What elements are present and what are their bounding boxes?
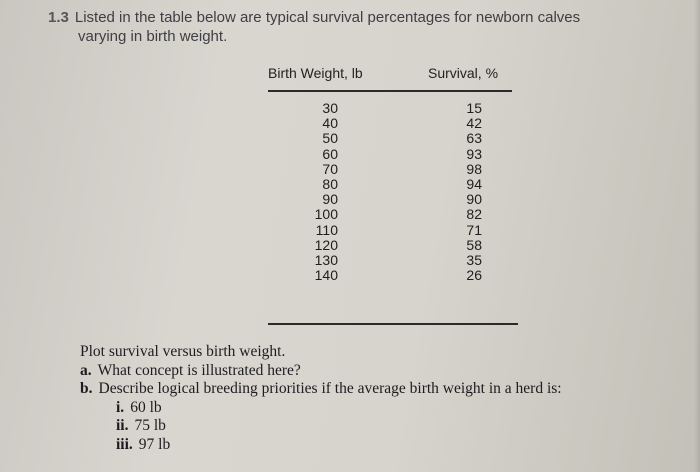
table-cell: 60	[322, 145, 338, 162]
table-cell: 110	[315, 221, 338, 238]
table-cell: 63	[466, 130, 482, 147]
header-birth-weight: Birth Weight, lb	[268, 65, 363, 81]
question-b	[80, 380, 695, 399]
plot-instruction: Plot survival versus birth weight.	[80, 343, 286, 360]
question-text: What concept is illustrated here?	[97, 361, 301, 379]
birth-weight-column	[302, 101, 338, 283]
table-cell: 94	[466, 175, 482, 192]
table-cell: 100	[314, 206, 338, 223]
table-cell: 40	[322, 115, 338, 132]
table-bottom-rule	[268, 323, 518, 325]
survival-table	[266, 62, 516, 84]
table-cell: 82	[466, 206, 482, 223]
table-cell: 120	[314, 236, 338, 253]
table-cell: 50	[322, 130, 338, 147]
table-cell: 80	[322, 175, 338, 192]
table-cell: 30	[322, 100, 338, 116]
page-shadow	[694, 0, 700, 472]
table-cell: 70	[322, 160, 338, 177]
table-cell: 90	[466, 191, 482, 208]
problem-text-line1: Listed in the table below are typical survival percentages for newborn calves	[74, 9, 581, 26]
table-cell: 42	[466, 115, 482, 132]
question-text: Describe logical breeding priorities if the average birth weight in a herd is:	[98, 380, 562, 397]
problem-text-line2: varying in birth weight.	[78, 28, 228, 45]
problem-number: 1.3	[48, 9, 69, 26]
sub-item-text: 60 lb	[130, 398, 162, 416]
table-cell: 15	[466, 100, 482, 116]
table-cell: 58	[466, 236, 482, 253]
question-label: a.	[80, 361, 92, 379]
table-cell: 93	[466, 145, 482, 162]
table-cell: 71	[466, 221, 482, 238]
question-a	[80, 362, 695, 381]
sub-item	[80, 436, 695, 455]
table-top-rule	[268, 90, 512, 92]
table-cell: 130	[314, 251, 338, 268]
table-header	[266, 62, 516, 84]
table-cell: 140	[314, 267, 338, 284]
table-cell: 26	[466, 267, 482, 284]
survival-column	[450, 101, 482, 283]
sub-item	[80, 399, 695, 418]
table-cell: 98	[466, 160, 482, 177]
header-survival: Survival, %	[428, 65, 499, 81]
sub-item-text: 75 lb	[134, 417, 166, 434]
sub-item	[80, 417, 695, 436]
sub-item-label: i.	[116, 398, 125, 416]
sub-item-text: 97 lb	[138, 435, 171, 453]
table-cell: 90	[322, 191, 338, 208]
sub-item-label: iii.	[116, 435, 133, 453]
sub-item-label: ii.	[116, 417, 129, 434]
problem-statement	[48, 8, 688, 46]
table-cell: 35	[466, 251, 482, 268]
question-block	[80, 343, 695, 454]
question-label: b.	[80, 380, 93, 397]
